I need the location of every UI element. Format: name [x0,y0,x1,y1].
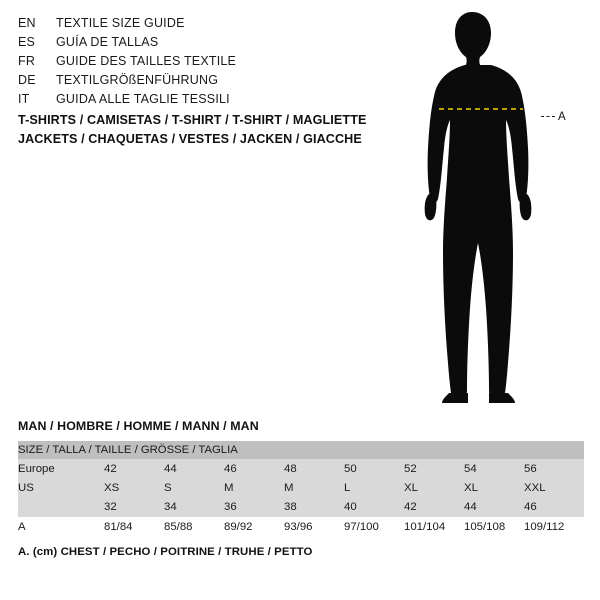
table-cell: 38 [284,497,344,517]
table-cell: 93/96 [284,517,344,537]
table-cell: 56 [524,459,584,478]
table-cell: 36 [224,497,284,517]
language-code: FR [18,54,36,68]
table-cell: 50 [344,459,404,478]
table-cell: M [224,478,284,497]
language-code: IT [18,92,30,106]
language-row [18,35,398,54]
table-cell: M [284,478,344,497]
table-cell: 42 [404,497,464,517]
table-cell: 34 [164,497,224,517]
language-title: TEXTILE SIZE GUIDE [56,16,185,30]
row-label: A [18,517,104,537]
language-row [18,54,398,73]
table-cell: XL [464,478,524,497]
measure-leader-line [541,116,555,117]
language-row [18,73,398,92]
language-title: GUIDA ALLE TAGLIE TESSILI [56,92,230,106]
language-title: TEXTILGRÖßENFÜHRUNG [56,73,219,87]
table-cell: XS [104,478,164,497]
footnote-chest-measurement: A. (cm) CHEST / PECHO / POITRINE / TRUHE / PETTO [18,546,313,558]
language-code: EN [18,16,36,30]
table-row [18,497,584,517]
table-header-row [18,441,584,459]
table-cell: 97/100 [344,517,404,537]
gender-heading: MAN / HOMBRE / HOMME / MANN / MAN [18,419,259,433]
language-title: GUIDE DES TAILLES TEXTILE [56,54,237,68]
row-label: Europe [18,459,104,478]
table-row [18,517,584,537]
table-cell: 52 [404,459,464,478]
category-headings [18,111,418,149]
table-cell: 81/84 [104,517,164,537]
table-cell: 48 [284,459,344,478]
table-cell: 101/104 [404,517,464,537]
row-label [18,497,104,517]
category-tshirts: T-SHIRTS / CAMISETAS / T-SHIRT / T-SHIRT / MAGLIETTE [18,113,367,127]
table-cell: 54 [464,459,524,478]
silhouette-svg [395,8,595,408]
language-title-list [18,16,398,111]
table-cell: 85/88 [164,517,224,537]
language-code: DE [18,73,36,87]
table-header-label: SIZE / TALLA / TAILLE / GRÖSSE / TAGLIA [18,441,584,459]
male-silhouette-figure [395,8,595,408]
table-cell: L [344,478,404,497]
size-table-wrapper [18,441,584,536]
table-row [18,478,584,497]
table-cell: 44 [464,497,524,517]
language-code: ES [18,35,36,49]
table-cell: 40 [344,497,404,517]
table-row [18,459,584,478]
language-title: GUÍA DE TALLAS [56,35,159,49]
table-cell: XXL [524,478,584,497]
language-row [18,16,398,35]
row-label: US [18,478,104,497]
table-cell: 105/108 [464,517,524,537]
table-cell: 42 [104,459,164,478]
category-jackets: JACKETS / CHAQUETAS / VESTES / JACKEN / GIACCHE [18,132,362,146]
language-row [18,92,398,111]
measure-label-a: A [558,111,567,123]
table-cell: 46 [224,459,284,478]
table-cell: XL [404,478,464,497]
table-cell: 44 [164,459,224,478]
table-cell: 109/112 [524,517,584,537]
size-table [18,441,584,536]
table-cell: S [164,478,224,497]
table-cell: 46 [524,497,584,517]
table-cell: 89/92 [224,517,284,537]
table-cell: 32 [104,497,164,517]
